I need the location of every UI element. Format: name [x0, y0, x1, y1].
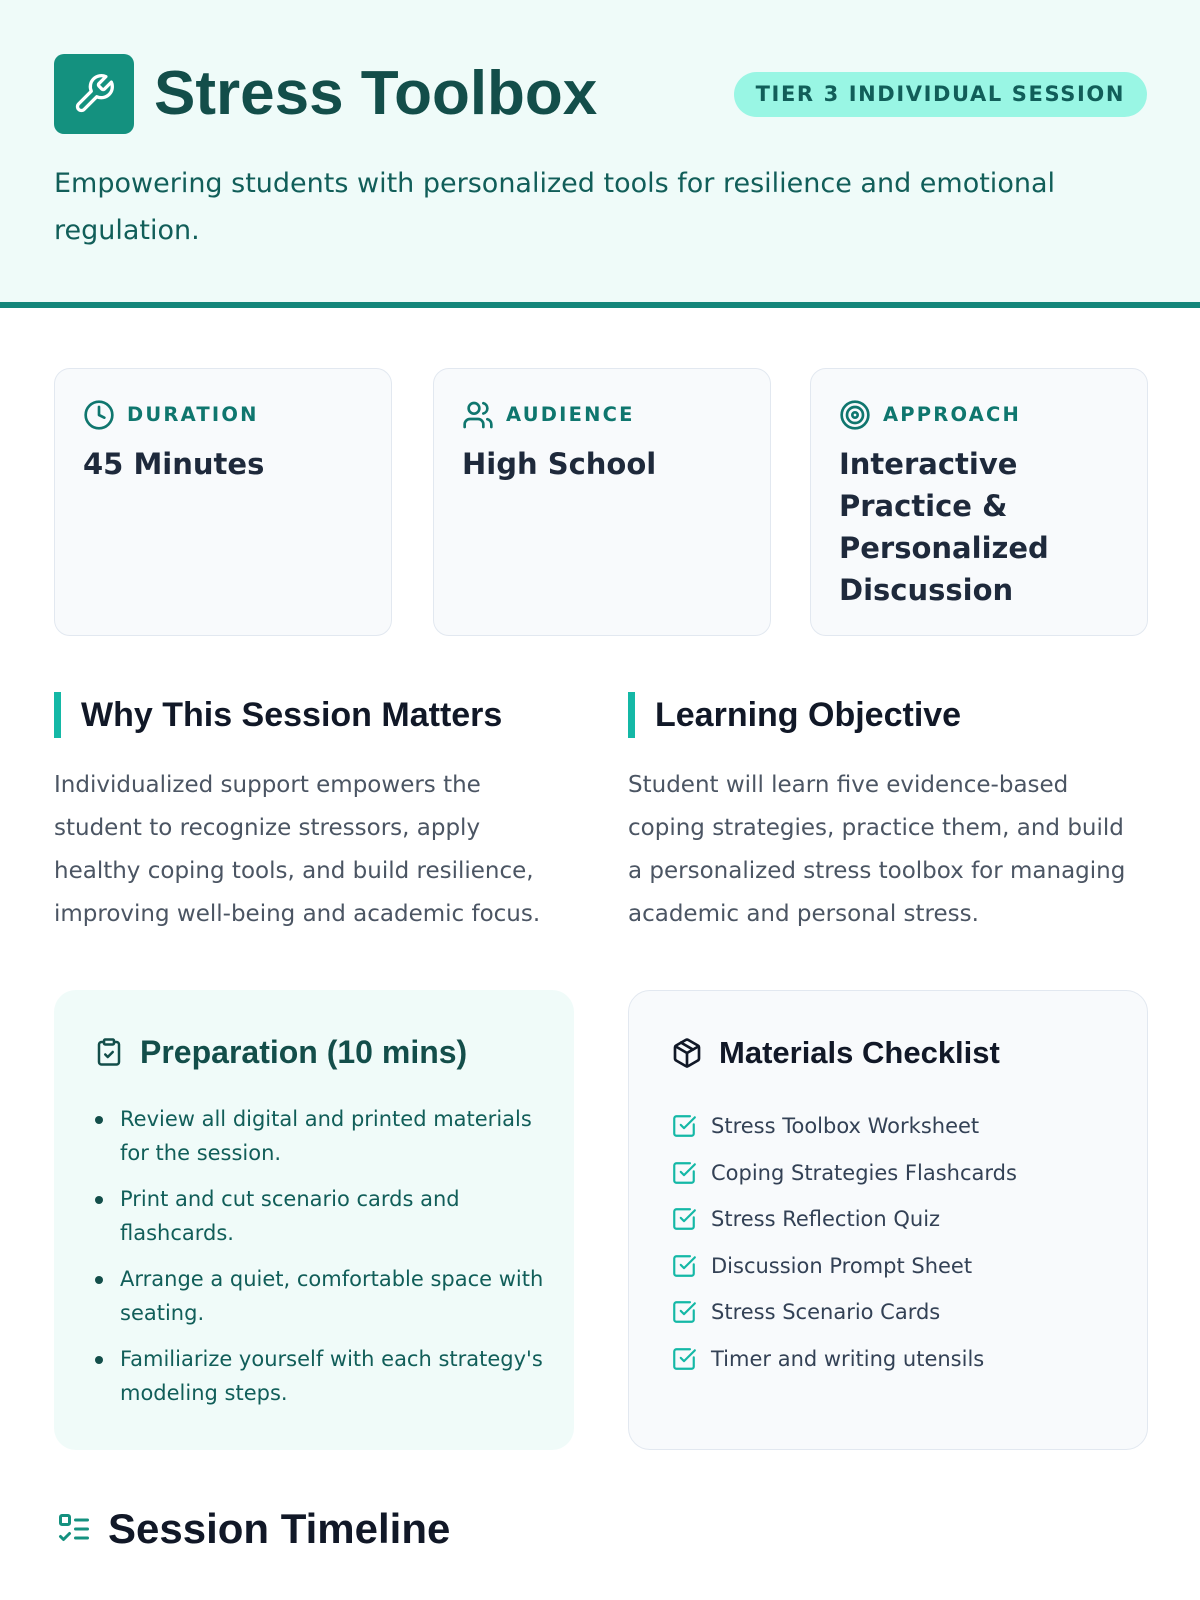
- bullet-dot: [95, 1196, 103, 1204]
- checkbox-checked-icon: [671, 1160, 697, 1186]
- checklist-item-text: Coping Strategies Flashcards: [711, 1160, 1017, 1185]
- why-body: Individualized support empowers the student to recognize stressors, apply healthy coping tools, and build resilience, improving well-being and academic focus.: [54, 772, 541, 927]
- list-item: [94, 1342, 544, 1410]
- materials-title: Materials Checklist: [719, 1035, 1000, 1070]
- preparation-list: [94, 1102, 544, 1422]
- list-item: [94, 1262, 544, 1330]
- logo-badge: [54, 54, 134, 134]
- page-subtitle: Empowering students with personalized tools for resilience and emotional regulation.: [54, 168, 1055, 246]
- preparation-item-text: Familiarize yourself with each strategy's modeling steps.: [120, 1347, 543, 1405]
- tier-badge: TIER 3 INDIVIDUAL SESSION: [734, 72, 1147, 117]
- page-header: [0, 0, 1200, 308]
- target-icon: [839, 399, 871, 431]
- list-item: [94, 1102, 544, 1170]
- timeline-title: Session Timeline: [108, 1505, 451, 1552]
- preparation-item-text: Review all digital and printed materials for the session.: [120, 1107, 532, 1165]
- preparation-card: [54, 990, 574, 1450]
- approach-value: Interactive Practice & Personalized Discussion: [839, 447, 1049, 607]
- checklist-item: [671, 1289, 1017, 1336]
- checklist-item: [671, 1103, 1017, 1150]
- approach-label: APPROACH: [883, 403, 1022, 426]
- bullet-dot: [95, 1116, 103, 1124]
- checklist-item: [671, 1196, 1017, 1243]
- clock-icon: [83, 399, 115, 431]
- list-checks-icon: [56, 1511, 92, 1547]
- preparation-title: Preparation (10 mins): [140, 1034, 468, 1070]
- duration-label: DURATION: [127, 403, 259, 426]
- checklist-item: [671, 1150, 1017, 1197]
- checkbox-checked-icon: [671, 1113, 697, 1139]
- checklist-item: [671, 1336, 1017, 1383]
- approach-card: [810, 368, 1148, 636]
- materials-list: [671, 1103, 1017, 1382]
- objective-heading: Learning Objective: [628, 692, 961, 738]
- why-heading: Why This Session Matters: [54, 692, 502, 738]
- objective-body: Student will learn five evidence-based coping strategies, practice them, and build a personalized stress toolbox for managing academic and personal stress.: [628, 772, 1126, 927]
- checkbox-checked-icon: [671, 1206, 697, 1232]
- list-item: [94, 1182, 544, 1250]
- audience-card: [433, 368, 771, 636]
- bullet-dot: [95, 1276, 103, 1284]
- duration-card: [54, 368, 392, 636]
- checklist-item-text: Timer and writing utensils: [711, 1346, 985, 1371]
- checkbox-checked-icon: [671, 1299, 697, 1325]
- bullet-dot: [95, 1356, 103, 1364]
- checklist-item-text: Stress Toolbox Worksheet: [711, 1114, 980, 1139]
- checklist-item-text: Stress Scenario Cards: [711, 1300, 941, 1325]
- package-icon: [671, 1037, 703, 1069]
- page-title: Stress Toolbox: [154, 59, 598, 128]
- checklist-item-text: Stress Reflection Quiz: [711, 1207, 941, 1232]
- preparation-item-text: Arrange a quiet, comfortable space with seating.: [120, 1267, 544, 1325]
- checklist-item-text: Discussion Prompt Sheet: [711, 1253, 973, 1278]
- checklist-item: [671, 1243, 1017, 1290]
- duration-value: 45 Minutes: [83, 447, 265, 481]
- materials-card: [628, 990, 1148, 1450]
- users-icon: [462, 399, 494, 431]
- checkbox-checked-icon: [671, 1346, 697, 1372]
- audience-value: High School: [462, 447, 657, 481]
- checkbox-checked-icon: [671, 1253, 697, 1279]
- timeline-heading-row: [56, 1503, 450, 1555]
- wrench-icon: [72, 72, 116, 116]
- preparation-item-text: Print and cut scenario cards and flashcards.: [120, 1187, 460, 1245]
- clipboard-check-icon: [94, 1035, 124, 1069]
- audience-label: AUDIENCE: [506, 403, 635, 426]
